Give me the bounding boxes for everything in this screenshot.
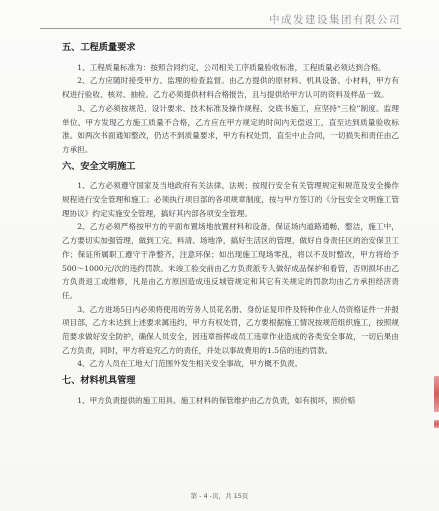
paragraph: 1、工程质量标准为：按照合同约定、公司相关工序质量验收标准，工程质量必须达到合格。 [77, 62, 386, 72]
company-name: 中成发建设集团有限公司 [269, 14, 401, 26]
seal-edge-mark [434, 420, 439, 428]
seal-edge-mark [434, 376, 439, 412]
paragraph: 1、乙方必须遵守国家及当地政府有关法律、法规；按现行安全有关管理规定和规范及安全操作规程进行安全管理和施工；必须执行项目部的各项规章制度，按与甲方签订的《分包安全文明施工管理协议》约定实施安全管理，搞好其内部各项安全管理。 [62, 181, 399, 218]
paragraph: 2、乙方必须严格按甲方的平面布置场地放置材料和设备，保证场内道路通畅，整洁，施工中，乙方要切实加强管理，做到工完、料清、场地净，搞好生活区的管理，做好自身责任区的治安保卫工作；保证所属职工遵守干净整齐，注意环保；如出现施工现场零乱，将以不及时整改，甲方将给予500～1000元/次的违约罚款。未竣工验交前由乙方负责派专人做好成品保护和看管，否则损坏由乙方负责返工或维修，凡是由乙方原因造成违反城管规定和其它有关规定的罚款均由乙方承担经济责任。 [62, 222, 399, 300]
section-heading-materials: 七、材料机具管理 [62, 375, 136, 387]
paragraph: 3、乙方进场5日内必须将使用的劳务人员花名册、身份证复印件及特种作业人员资格证件一并报项目部，乙方未达到上述要求属违约，甲方有权处罚，乙方要根据施工情况按规范组织施工，按照规范要求做好安全防护，确保人员安全，因违章指挥或员工违章作业造成的各类安全事故，一切后果由乙方负责，同时，甲方将追究乙方的责任，并处以事故费用的1.5倍的违约罚款。 [62, 304, 399, 355]
section-heading-safety: 六、安全文明施工 [62, 160, 136, 172]
paragraph: 4、乙方人员在工地大门范围外发生相关安全事故，甲方概不负责。 [77, 359, 303, 369]
paragraph: 1、甲方负责提供的施工用具、施工材料的保管维护由乙方负责，如有损坏，照价赔 [77, 395, 356, 405]
section-heading-quality: 五、工程质量要求 [62, 42, 136, 53]
page-footer: 第 - 4 -页，共 15页 [190, 492, 249, 500]
document-body [62, 38, 399, 408]
paragraph: 3、乙方必须按规范、设计要求、技术标准及操作规程、交底书施工，应坚持“三检”制度。监理单位、甲方发现乙方施工质量不合格，乙方应在甲方规定的时间内无偿返工，直至达到质量验收标准。如两次书面通知整改，仍达不到质量要求，甲方有权处罚，直至中止合同，一切损失和责任由乙方承担。 [62, 103, 399, 154]
page-header [40, 6, 401, 29]
paragraph: 2、乙方应随时接受甲方、监理的检查监督。由乙方提供的原材料、机具设备、小材料，甲方有权进行验收、核对、抽检。乙方必须提供材料合格报告，且与提供给甲方认可的资料及样品一致。 [62, 76, 399, 100]
